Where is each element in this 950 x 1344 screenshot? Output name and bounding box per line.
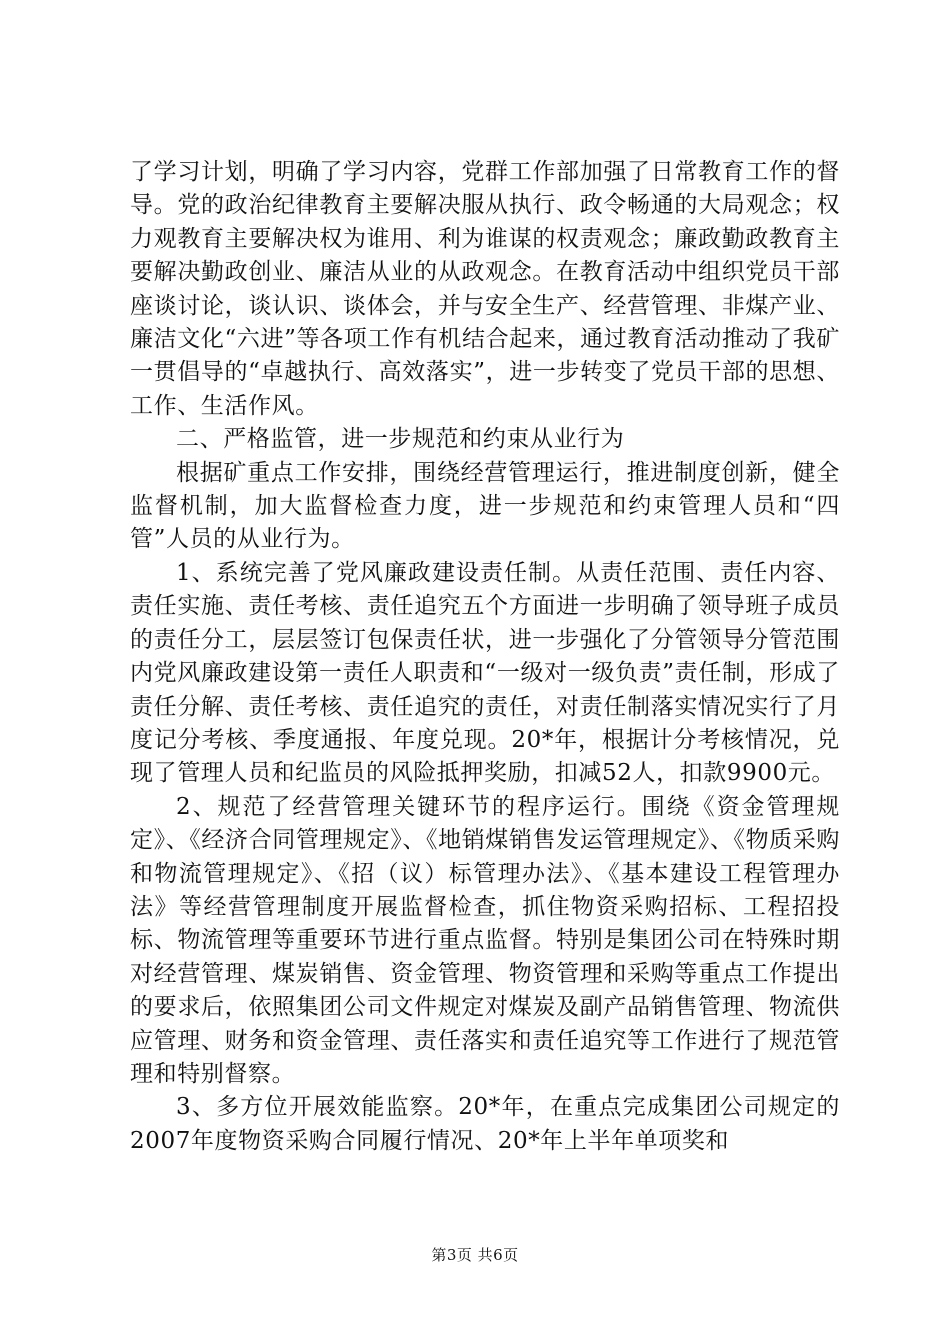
paragraph-item-3: 3、多方位开展效能监察。20*年，在重点完成集团公司规定的2007年度物资采购合同履行情况、20*年上半年单项奖和 xyxy=(130,1094,840,1154)
paragraph-item-1: 1、系统完善了党风廉政建设责任制。从责任范围、责任内容、责任实施、责任考核、责任追究五个方面进一步明确了领导班子成员的责任分工，层层签订包保责任状，进一步强化了分管领导分管范围内党风廉政建设第一责任人职责和“一级对一级负责”责任制，形成了责任分解、责任考核、责任追究的责任，对责任制落实情况实行了月度记分考核、季度通报、年度兑现。20*年，根据计分考核情况，兑现了管理人员和纪监员的风险抵押奖励，扣减52人，扣款9900元。 xyxy=(130,559,840,787)
page-footer: 第3页 共6页 xyxy=(431,1246,519,1264)
document-body xyxy=(130,156,840,1158)
paragraph-continuation: 了学习计划，明确了学习内容，党群工作部加强了日常教育工作的督导。党的政治纪律教育主要解决服从执行、政令畅通的大局观念；权力观教育主要解决权为谁用、利为谁谋的权责观念；廉政勤政教育主要解决勤政创业、廉洁从业的从政观念。在教育活动中组织党员干部座谈讨论，谈认识、谈体会，并与安全生产、经营管理、非煤产业、廉洁文化“六进”等各项工作有机结合起来，通过教育活动推动了我矿一贯倡导的“卓越执行、高效落实”，进一步转变了党员干部的思想、工作、生活作风。 xyxy=(130,159,840,419)
section-heading: 二、严格监管，进一步规范和约束从业行为 xyxy=(176,426,625,453)
paragraph-item-2: 2、规范了经营管理关键环节的程序运行。围绕《资金管理规定》、《经济合同管理规定》、《地销煤销售发运管理规定》、《物质采购和物流管理规定》、《招（议）标管理办法》、《基本建设工程管理办法》等经营管理制度开展监督检查，抓住物资采购招标、工程招投标、物流管理等重要环节进行重点监督。特别是集团公司在特殊时期对经营管理、煤炭销售、资金管理、物资管理和采购等重点工作提出的要求后，依照集团公司文件规定对煤炭及副产品销售管理、物流供应管理、财务和资金管理、责任落实和责任追究等工作进行了规范管理和特别督察。 xyxy=(130,793,840,1087)
paragraph-intro: 根据矿重点工作安排，围绕经营管理运行，推进制度创新，健全监督机制，加大监督检查力度，进一步规范和约束管理人员和“四管”人员的从业行为。 xyxy=(130,459,840,553)
